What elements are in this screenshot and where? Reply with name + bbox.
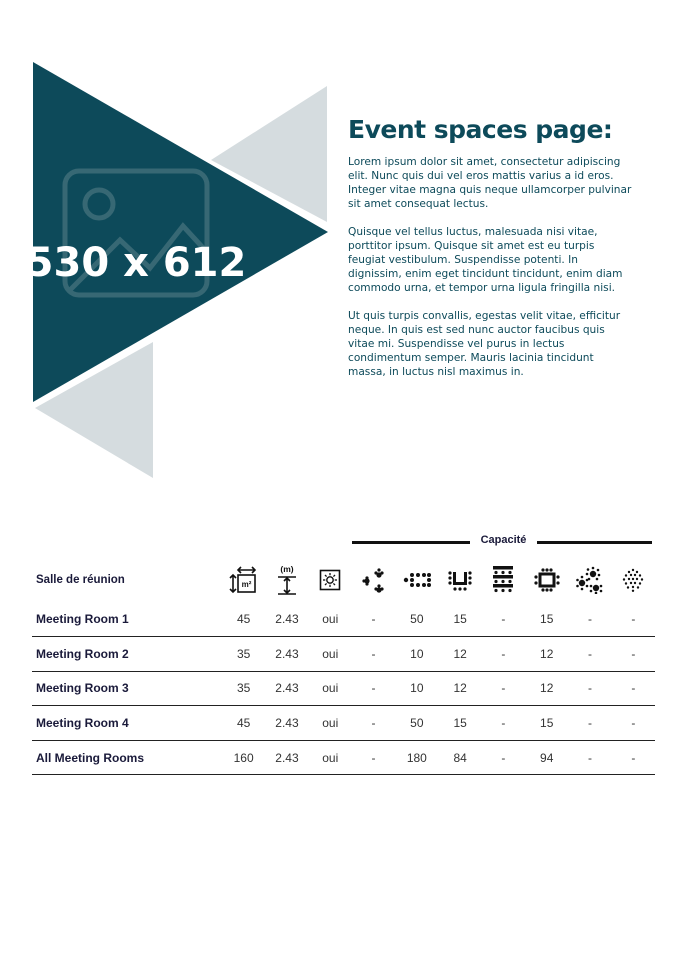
cell-boardroom: 94	[540, 750, 554, 765]
cell-standing: -	[631, 750, 636, 765]
cell-daylight: oui	[322, 716, 339, 731]
cell-u-shape: 12	[453, 681, 467, 696]
table-row	[32, 740, 655, 775]
cell-standing: -	[631, 612, 636, 627]
cell-standing: -	[631, 681, 636, 696]
theatre-icon	[403, 571, 431, 589]
room-name: Meeting Room 2	[36, 646, 129, 661]
cell-area: 45	[236, 612, 251, 627]
height-header	[265, 558, 308, 602]
cell-theatre: 180	[406, 750, 427, 765]
boardroom-header	[525, 558, 568, 602]
capacity-header	[352, 532, 652, 550]
room-name: All Meeting Rooms	[36, 750, 145, 765]
cell-boardroom: 12	[540, 681, 554, 696]
cell-banquet: -	[588, 612, 593, 627]
cell-theatre: 50	[410, 716, 424, 731]
cell-daylight: oui	[322, 646, 339, 661]
cell-cocktail: -	[371, 612, 376, 627]
cell-daylight: oui	[322, 750, 339, 765]
cell-u-shape: 12	[453, 646, 467, 661]
table-row	[32, 637, 655, 672]
area-header	[222, 558, 265, 602]
theatre-header	[395, 558, 438, 602]
cell-standing: -	[631, 646, 636, 661]
page-title: Event spaces page:	[348, 115, 613, 144]
standing-icon	[621, 568, 645, 592]
cell-boardroom: 12	[540, 646, 554, 661]
u-shape-icon	[448, 568, 472, 592]
u-shape-header	[438, 558, 481, 602]
cell-height: 2.43	[275, 681, 299, 696]
cell-height: 2.43	[275, 646, 299, 661]
height-unit: (m)	[280, 564, 294, 574]
banquet-header	[568, 558, 611, 602]
cell-classroom: -	[501, 716, 506, 731]
banquet-icon	[576, 566, 604, 594]
boardroom-icon	[534, 568, 560, 592]
intro-paragraph: Lorem ipsum dolor sit amet, consectetur adipiscing elit. Nunc quis dui vel eros mattis varius a id eros. Integer vitae magna quis neque ullamcorper pulvinar sit amet consequat lectus.	[348, 156, 632, 210]
intro-paragraph: Quisque vel tellus luctus, malesuada nisi vitae, porttitor ipsum. Quisque sit amet est eu turpis feugiat vestibulum. Suspendisse potenti. In dignissim, enim eget tincidunt tincidunt, enim diam commodo urna, et tempor urna ligula fringilla nisi.	[348, 226, 623, 294]
intro-paragraph: Ut quis turpis convallis, egestas velit vitae, efficitur neque. In quis est sed nunc auctor faucibus quis vitae mi. Suspendisse vel purus in lectus condimentum semper. Mauris lacinia tincidunt massa, in luctus nisl maximus in.	[348, 310, 621, 378]
cell-classroom: -	[501, 646, 506, 661]
cell-u-shape: 15	[453, 716, 467, 731]
cell-area: 35	[236, 646, 251, 661]
cell-height: 2.43	[275, 612, 299, 627]
table-row	[32, 706, 655, 741]
daylight-icon	[319, 569, 341, 591]
area-unit: m²	[241, 580, 252, 589]
placeholder-size-label: 530 x 612	[25, 240, 247, 286]
cell-banquet: -	[588, 681, 593, 696]
cell-boardroom: 15	[540, 716, 554, 731]
room-name: Meeting Room 4	[36, 716, 129, 731]
table-row	[32, 602, 655, 637]
table-header-row	[32, 558, 655, 602]
cell-theatre: 50	[410, 612, 424, 627]
cocktail-header	[352, 558, 395, 602]
cell-u-shape: 84	[453, 750, 467, 765]
daylight-header	[309, 558, 352, 602]
cell-theatre: 10	[410, 646, 424, 661]
cell-area: 45	[236, 716, 251, 731]
cell-banquet: -	[588, 646, 593, 661]
cell-area: 35	[236, 681, 251, 696]
cocktail-icon	[362, 567, 386, 593]
intro-section	[348, 115, 633, 393]
height-icon	[274, 564, 300, 596]
cell-area: 160	[233, 750, 254, 765]
cell-banquet: -	[588, 716, 593, 731]
classroom-header	[482, 558, 525, 602]
cell-classroom: -	[501, 750, 506, 765]
meeting-rooms-table	[32, 558, 655, 775]
cell-daylight: oui	[322, 612, 339, 627]
standing-header	[612, 558, 655, 602]
cell-cocktail: -	[371, 646, 376, 661]
hero-graphic	[0, 0, 340, 490]
cell-standing: -	[631, 716, 636, 731]
area-icon	[229, 566, 259, 594]
cell-daylight: oui	[322, 681, 339, 696]
room-name: Meeting Room 3	[36, 681, 129, 696]
capacity-rule-left	[352, 541, 470, 544]
room-name-header: Salle de réunion	[36, 574, 125, 586]
room-name: Meeting Room 1	[36, 612, 129, 627]
cell-theatre: 10	[410, 681, 424, 696]
cell-banquet: -	[588, 750, 593, 765]
cell-cocktail: -	[371, 681, 376, 696]
cell-classroom: -	[501, 681, 506, 696]
capacity-label: Capacité	[480, 534, 527, 546]
capacity-rule-right	[537, 541, 652, 544]
cell-cocktail: -	[371, 750, 376, 765]
cell-cocktail: -	[371, 716, 376, 731]
classroom-icon	[491, 565, 515, 595]
table-row	[32, 671, 655, 706]
cell-u-shape: 15	[453, 612, 467, 627]
cell-classroom: -	[501, 612, 506, 627]
cell-height: 2.43	[275, 716, 299, 731]
cell-boardroom: 15	[540, 612, 554, 627]
cell-height: 2.43	[275, 750, 299, 765]
